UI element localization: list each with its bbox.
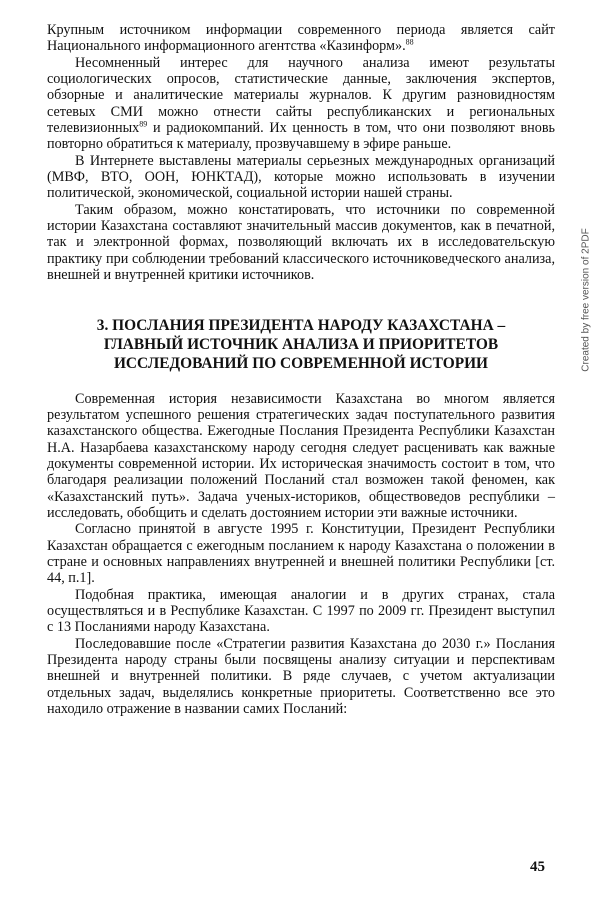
paragraph-text: Несомненный интерес для научного анализа имеют результаты социологических опросов, статистические данные, заключения экспертов, обзорные и аналитические материалы журналов. К другим разновидностям сетевых СМИ можно отнести сайты республиканских и региональных телевизионных	[47, 54, 555, 137]
paragraph: Согласно принятой в августе 1995 г. Конституции, Президент Республики Казахстан обращается с ежегодным посланием к народу Казахстана о положении в стране и основных направлениях внутренней и внешней политики Республики [ст. 44, п.1].	[47, 521, 555, 587]
paragraph: Последовавшие после «Стратегии развития Казахстана до 2030 г.» Послания Президента народу страны были посвящены анализу ситуации и перспективам внешней и внутренней политики. В ряде случаев, с учетом актуализации отдельных задач, выделялись конкретные приоритеты. Соответственно все это находило отражение в названии самих Посланий:	[47, 635, 555, 718]
paragraph-text: Крупным источником информации современного периода является сайт Национального информационного агентства «Казинформ».	[47, 22, 555, 55]
watermark-text: Created by free version of 2PDF	[580, 228, 592, 372]
section-heading-line: 3. ПОСЛАНИЯ ПРЕЗИДЕНТА НАРОДУ КАЗАХСТАНА –	[96, 316, 506, 334]
page-number: 45	[530, 859, 545, 875]
section-heading	[47, 316, 555, 373]
section-heading-line: ИССЛЕДОВАНИЙ ПО СОВРЕМЕННОЙ ИСТОРИИ	[113, 354, 489, 372]
paragraph: Современная история независимости Казахстана во многом является результатом успешного решения стратегических задач поступательного развития казахстанского общества. Ежегодные Послания Президента Республики Казахстан Н.А. Назарбаева казахстанскому народу сегодня следует расценивать как важные документы современной истории. Их историческая значимость состоит в том, что благодаря реализации положений Посланий стал возможен такой феномен, как «Казахстанский путь». Задача ученых-историков, обществоведов республики – исследовать, обобщить и сделать достоянием истории эти важные источники.	[47, 390, 555, 521]
paragraph: Таким образом, можно констатировать, что источники по современной истории Казахстана составляют значительный массив документов, как в печатной, так и электронной формах, позволяющий включать их в исследовательскую практику при соблюдении требований классического источниковедческого анализа, внешней и внутренней критики источников.	[47, 201, 555, 284]
paragraph: В Интернете выставлены материалы серьезных международных организаций (МВФ, ВТО, ООН, ЮНКТАД), которые можно использовать в изучении политической, экономической, социальной истории нашей страны.	[47, 152, 555, 202]
paragraph	[47, 22, 555, 55]
paragraph-text: Подобная практика, имеющая аналогии и в других странах, стала осуществляться и в Республике Казахстан. С 1997 по 2009 гг. Президент выступил с 13 Посланиями народу Казахстана.	[47, 586, 555, 636]
paragraph-text: и радиокомпаний. Их ценность в том, что они позволяют вновь повторно обратиться к материалу, прозвучавшему в эфире раньше.	[47, 120, 555, 153]
section-heading-line: ГЛАВНЫЙ ИСТОЧНИК АНАЛИЗА И ПРИОРИТЕТОВ	[103, 335, 499, 353]
footnote-ref: 88	[405, 37, 414, 47]
footnote-ref: 89	[139, 119, 148, 129]
watermark	[579, 190, 593, 410]
page-body	[47, 22, 555, 717]
paragraph	[47, 55, 555, 153]
paragraph	[47, 587, 555, 636]
